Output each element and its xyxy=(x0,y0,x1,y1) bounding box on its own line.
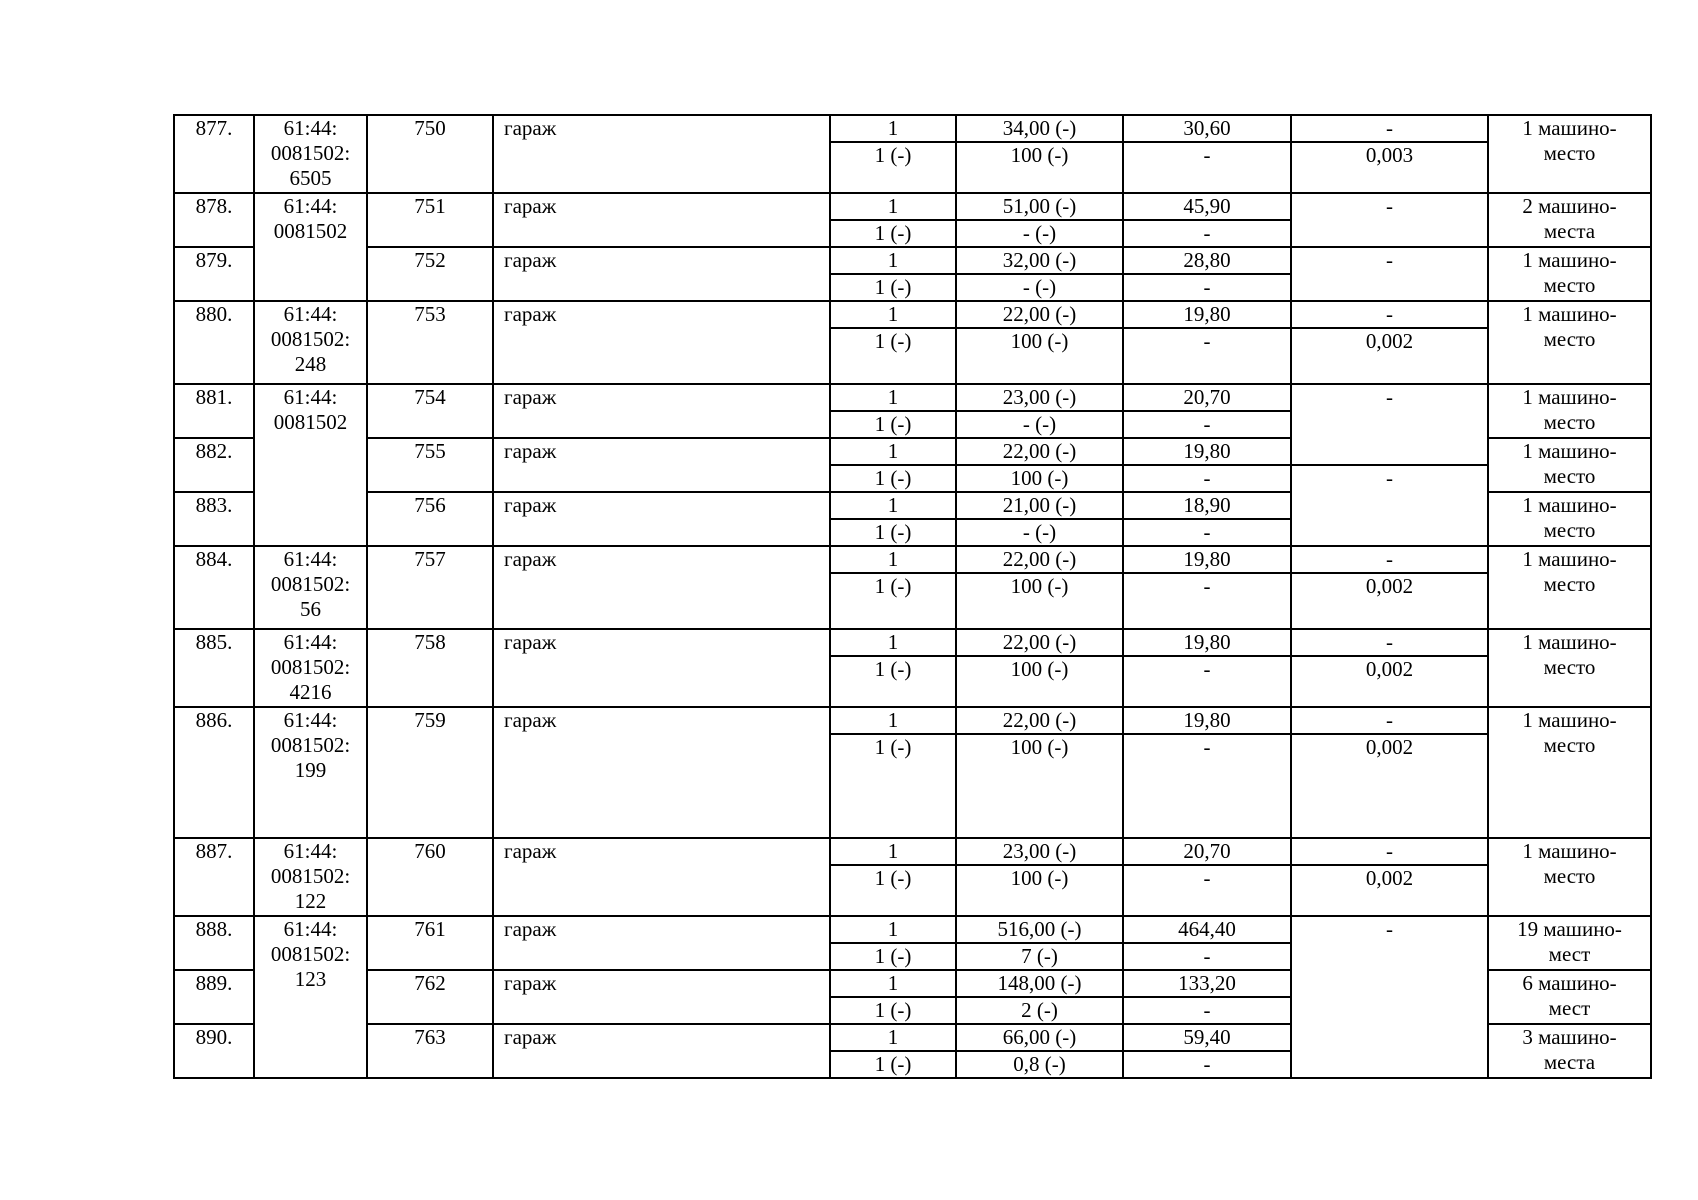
cell-a: 1 xyxy=(830,1024,956,1051)
table-row xyxy=(174,384,1651,411)
cell-a: 1 (-) xyxy=(830,997,956,1024)
cell-d: - xyxy=(1291,838,1488,865)
cell-b: 22,00 (-) xyxy=(956,301,1123,328)
object-number: 761 xyxy=(367,916,493,970)
cell-c: - xyxy=(1123,943,1291,970)
cadastral-number: 61:44: 0081502: 6505 xyxy=(254,115,367,193)
object-name: гараж xyxy=(493,438,830,492)
cadastral-number: 61:44: 0081502 xyxy=(254,384,367,546)
cell-a: 1 xyxy=(830,707,956,734)
row-number: 888. xyxy=(174,916,254,970)
cadastral-number: 61:44: 0081502 xyxy=(254,193,367,301)
cell-a: 1 (-) xyxy=(830,465,956,492)
cell-b: 22,00 (-) xyxy=(956,707,1123,734)
object-name: гараж xyxy=(493,546,830,629)
cell-b: 66,00 (-) xyxy=(956,1024,1123,1051)
parking-places: 1 машино- место xyxy=(1488,384,1651,438)
cell-d: 0,003 xyxy=(1291,142,1488,193)
object-name: гараж xyxy=(493,838,830,916)
cell-b: 100 (-) xyxy=(956,573,1123,629)
cell-c: - xyxy=(1123,1051,1291,1078)
cell-b: 7 (-) xyxy=(956,943,1123,970)
row-number: 890. xyxy=(174,1024,254,1078)
cell-b: 2 (-) xyxy=(956,997,1123,1024)
table-row xyxy=(174,707,1651,734)
cell-c: 28,80 xyxy=(1123,247,1291,274)
table-row xyxy=(174,546,1651,573)
cell-c: 19,80 xyxy=(1123,438,1291,465)
cell-a: 1 (-) xyxy=(830,656,956,707)
object-number: 758 xyxy=(367,629,493,707)
row-number: 887. xyxy=(174,838,254,916)
object-name: гараж xyxy=(493,629,830,707)
table-row xyxy=(174,115,1651,142)
cell-b: - (-) xyxy=(956,519,1123,546)
parking-places: 1 машино- место xyxy=(1488,247,1651,301)
object-name: гараж xyxy=(493,707,830,838)
cell-d: - xyxy=(1291,247,1488,301)
cell-a: 1 xyxy=(830,916,956,943)
cell-d: - xyxy=(1291,301,1488,328)
cell-c: 464,40 xyxy=(1123,916,1291,943)
parking-places: 1 машино- место xyxy=(1488,546,1651,629)
object-number: 755 xyxy=(367,438,493,492)
cell-a: 1 xyxy=(830,247,956,274)
cell-c: 19,80 xyxy=(1123,301,1291,328)
table-row xyxy=(174,629,1651,656)
cell-b: 100 (-) xyxy=(956,656,1123,707)
cell-b: 21,00 (-) xyxy=(956,492,1123,519)
table-row xyxy=(174,838,1651,865)
cadastral-number: 61:44: 0081502: 248 xyxy=(254,301,367,384)
cell-b: 23,00 (-) xyxy=(956,838,1123,865)
cell-b: 22,00 (-) xyxy=(956,438,1123,465)
cell-c: 45,90 xyxy=(1123,193,1291,220)
cadastral-number: 61:44: 0081502: 56 xyxy=(254,546,367,629)
cell-a: 1 (-) xyxy=(830,142,956,193)
row-number: 877. xyxy=(174,115,254,193)
cell-a: 1 (-) xyxy=(830,734,956,838)
parking-places: 1 машино- место xyxy=(1488,707,1651,838)
cell-b: 100 (-) xyxy=(956,328,1123,384)
parking-places: 1 машино- место xyxy=(1488,115,1651,193)
cell-d: - xyxy=(1291,546,1488,573)
row-number: 886. xyxy=(174,707,254,838)
parking-places: 2 машино- места xyxy=(1488,193,1651,247)
cell-d: 0,002 xyxy=(1291,573,1488,629)
cell-d: 0,002 xyxy=(1291,865,1488,916)
cell-b: 22,00 (-) xyxy=(956,629,1123,656)
row-number: 878. xyxy=(174,193,254,247)
cell-b: 100 (-) xyxy=(956,865,1123,916)
cell-c: 19,80 xyxy=(1123,546,1291,573)
cell-b: - (-) xyxy=(956,411,1123,438)
object-number: 762 xyxy=(367,970,493,1024)
cadastral-number: 61:44: 0081502: 122 xyxy=(254,838,367,916)
parking-places: 1 машино- место xyxy=(1488,492,1651,546)
row-number: 879. xyxy=(174,247,254,301)
cadastral-number: 61:44: 0081502: 123 xyxy=(254,916,367,1078)
cell-c: - xyxy=(1123,411,1291,438)
object-name: гараж xyxy=(493,384,830,438)
cadastral-number: 61:44: 0081502: 199 xyxy=(254,707,367,838)
cell-c: - xyxy=(1123,865,1291,916)
cell-c: 30,60 xyxy=(1123,115,1291,142)
cell-b: 148,00 (-) xyxy=(956,970,1123,997)
object-name: гараж xyxy=(493,115,830,193)
cell-c: 59,40 xyxy=(1123,1024,1291,1051)
cell-c: 19,80 xyxy=(1123,629,1291,656)
object-name: гараж xyxy=(493,247,830,301)
cell-a: 1 (-) xyxy=(830,865,956,916)
table-row xyxy=(174,916,1651,943)
object-number: 750 xyxy=(367,115,493,193)
object-number: 754 xyxy=(367,384,493,438)
cell-a: 1 (-) xyxy=(830,274,956,301)
cell-a: 1 xyxy=(830,115,956,142)
cell-c: - xyxy=(1123,328,1291,384)
parking-places: 1 машино- место xyxy=(1488,838,1651,916)
row-number: 884. xyxy=(174,546,254,629)
cell-c: - xyxy=(1123,220,1291,247)
object-name: гараж xyxy=(493,970,830,1024)
cell-a: 1 (-) xyxy=(830,411,956,438)
object-number: 752 xyxy=(367,247,493,301)
cell-c: - xyxy=(1123,656,1291,707)
cell-c: - xyxy=(1123,274,1291,301)
cell-d: - xyxy=(1291,707,1488,734)
object-name: гараж xyxy=(493,916,830,970)
cell-d: 0,002 xyxy=(1291,734,1488,838)
cell-c: - xyxy=(1123,997,1291,1024)
parking-places: 3 машино- места xyxy=(1488,1024,1651,1078)
cell-a: 1 (-) xyxy=(830,519,956,546)
table-row xyxy=(174,193,1651,220)
cell-c: - xyxy=(1123,734,1291,838)
cell-b: 516,00 (-) xyxy=(956,916,1123,943)
cell-a: 1 xyxy=(830,970,956,997)
row-number: 883. xyxy=(174,492,254,546)
cell-a: 1 xyxy=(830,629,956,656)
row-number: 881. xyxy=(174,384,254,438)
cell-d: 0,002 xyxy=(1291,328,1488,384)
object-name: гараж xyxy=(493,1024,830,1078)
parking-places: 1 машино- место xyxy=(1488,301,1651,384)
row-number: 885. xyxy=(174,629,254,707)
object-number: 756 xyxy=(367,492,493,546)
cell-b: 51,00 (-) xyxy=(956,193,1123,220)
cell-c: - xyxy=(1123,465,1291,492)
object-number: 757 xyxy=(367,546,493,629)
cell-b: 32,00 (-) xyxy=(956,247,1123,274)
document-sheet xyxy=(173,114,1650,1079)
cell-b: 34,00 (-) xyxy=(956,115,1123,142)
cell-c: 20,70 xyxy=(1123,384,1291,411)
cell-c: 133,20 xyxy=(1123,970,1291,997)
cell-a: 1 xyxy=(830,838,956,865)
cell-c: 19,80 xyxy=(1123,707,1291,734)
cell-a: 1 xyxy=(830,301,956,328)
parking-places: 19 машино- мест xyxy=(1488,916,1651,970)
register-table xyxy=(173,114,1652,1079)
parking-places: 6 машино- мест xyxy=(1488,970,1651,1024)
cell-b: 23,00 (-) xyxy=(956,384,1123,411)
cell-a: 1 xyxy=(830,438,956,465)
cell-a: 1 (-) xyxy=(830,1051,956,1078)
cell-c: 20,70 xyxy=(1123,838,1291,865)
cell-b: - (-) xyxy=(956,274,1123,301)
cell-b: 22,00 (-) xyxy=(956,546,1123,573)
table-row xyxy=(174,247,1651,274)
object-name: гараж xyxy=(493,301,830,384)
object-number: 760 xyxy=(367,838,493,916)
cell-d: - xyxy=(1291,384,1488,465)
object-number: 751 xyxy=(367,193,493,247)
cell-a: 1 xyxy=(830,384,956,411)
cell-b: 0,8 (-) xyxy=(956,1051,1123,1078)
cell-a: 1 xyxy=(830,193,956,220)
cell-d: - xyxy=(1291,629,1488,656)
cell-b: - (-) xyxy=(956,220,1123,247)
object-number: 759 xyxy=(367,707,493,838)
cell-c: - xyxy=(1123,519,1291,546)
cell-b: 100 (-) xyxy=(956,142,1123,193)
table-row xyxy=(174,301,1651,328)
cadastral-number: 61:44: 0081502: 4216 xyxy=(254,629,367,707)
object-name: гараж xyxy=(493,193,830,247)
cell-c: 18,90 xyxy=(1123,492,1291,519)
cell-d: 0,002 xyxy=(1291,656,1488,707)
cell-b: 100 (-) xyxy=(956,734,1123,838)
cell-a: 1 xyxy=(830,546,956,573)
cell-d: - xyxy=(1291,115,1488,142)
row-number: 889. xyxy=(174,970,254,1024)
object-number: 753 xyxy=(367,301,493,384)
row-number: 880. xyxy=(174,301,254,384)
cell-a: 1 (-) xyxy=(830,573,956,629)
cell-a: 1 (-) xyxy=(830,220,956,247)
cell-a: 1 (-) xyxy=(830,943,956,970)
cell-c: - xyxy=(1123,142,1291,193)
object-number: 763 xyxy=(367,1024,493,1078)
parking-places: 1 машино- место xyxy=(1488,629,1651,707)
cell-d: - xyxy=(1291,465,1488,546)
cell-c: - xyxy=(1123,573,1291,629)
cell-d: - xyxy=(1291,193,1488,247)
cell-a: 1 xyxy=(830,492,956,519)
object-name: гараж xyxy=(493,492,830,546)
cell-d: - xyxy=(1291,916,1488,1078)
cell-b: 100 (-) xyxy=(956,465,1123,492)
parking-places: 1 машино- место xyxy=(1488,438,1651,492)
cell-a: 1 (-) xyxy=(830,328,956,384)
row-number: 882. xyxy=(174,438,254,492)
